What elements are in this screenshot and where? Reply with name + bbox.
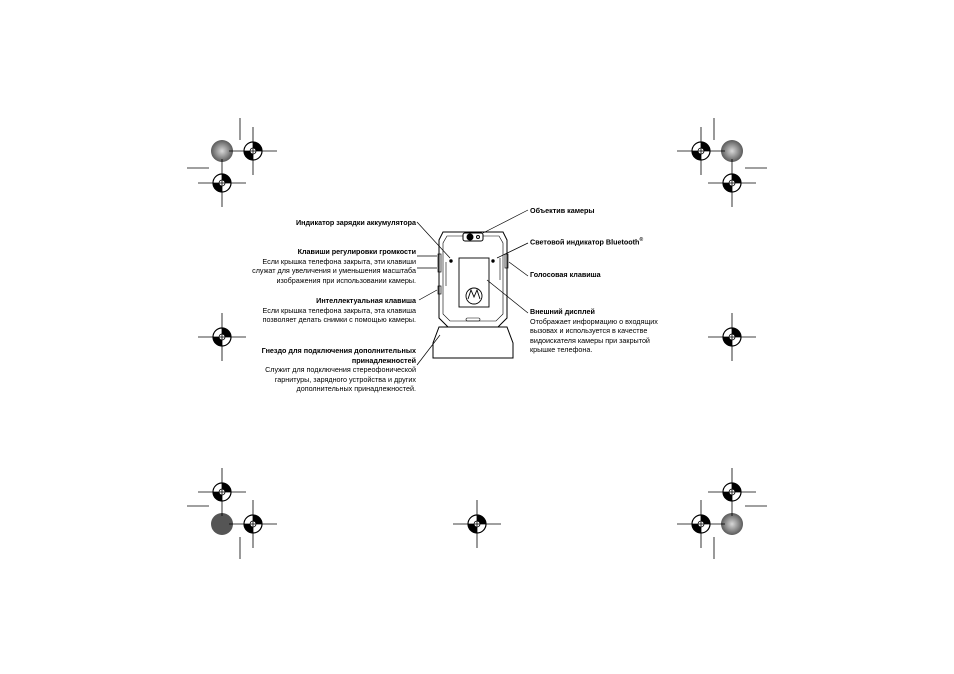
callout-battery-indicator bbox=[270, 218, 416, 228]
registration-mark-icon bbox=[708, 468, 756, 516]
callout-desc-line: Служит для подключения стереофонической bbox=[265, 365, 416, 375]
callout-desc-line: дополнительных принадлежностей. bbox=[296, 384, 416, 394]
callout-title: Объектив камеры bbox=[530, 206, 595, 215]
callout-desc-line: Отображает информацию о входящих bbox=[530, 316, 658, 326]
callout-accessory-jack bbox=[250, 346, 416, 394]
callout-title: Световой индикатор Bluetooth bbox=[530, 237, 640, 247]
callout-desc-line: позволяет делать снимки с помощью камеры. bbox=[262, 315, 416, 325]
callout-desc-line: крышке телефона. bbox=[530, 345, 593, 355]
callout-desc-line: видоискателя камеры при закрытой bbox=[530, 335, 650, 345]
registration-mark-icon bbox=[229, 500, 277, 548]
registration-mark-icon bbox=[677, 127, 725, 175]
callout-voice-key bbox=[530, 270, 680, 280]
callout-desc-line: Если крышка телефона закрыта, эти клавиши bbox=[262, 256, 416, 266]
motorola-logo-icon bbox=[466, 288, 482, 304]
callout-desc-line: вызовах и используется в качестве bbox=[530, 326, 648, 336]
callout-desc-line: Если крышка телефона закрыта, эта клавиша bbox=[262, 305, 416, 315]
registration-mark-icon: ® bbox=[639, 237, 644, 243]
callout-bluetooth-indicator bbox=[530, 236, 680, 247]
registration-mark-icon bbox=[198, 313, 246, 361]
callout-title: Внешний дисплей bbox=[530, 307, 595, 316]
registration-mark-icon bbox=[708, 159, 756, 207]
callout-title: Интеллектуальная клавиша bbox=[316, 296, 416, 305]
callout-title: Голосовая клавиша bbox=[530, 270, 601, 279]
callout-desc-line: служат для увеличения и уменьшения масштаба bbox=[252, 266, 416, 276]
callout-camera-lens bbox=[530, 206, 680, 216]
registration-mark-icon bbox=[229, 127, 277, 175]
callout-title: Клавиши регулировки громкости bbox=[297, 247, 416, 256]
registration-mark-icon bbox=[708, 313, 756, 361]
callout-smart-key bbox=[250, 296, 416, 325]
registration-mark-icon bbox=[198, 468, 246, 516]
registration-mark-icon bbox=[677, 500, 725, 548]
registration-mark-icon bbox=[453, 500, 501, 548]
callout-volume-keys bbox=[250, 247, 416, 285]
callout-title: Индикатор зарядки аккумулятора bbox=[295, 218, 416, 227]
callout-desc-line: гарнитуры, зарядного устройства и других bbox=[274, 374, 416, 384]
callout-title-line: Гнездо для подключения дополнительных bbox=[261, 346, 416, 355]
registration-mark-icon bbox=[198, 159, 246, 207]
callout-title-line: принадлежностей bbox=[351, 355, 416, 365]
callout-desc-line: изображения при использовании камеры. bbox=[276, 275, 416, 285]
callout-external-display bbox=[530, 307, 690, 355]
